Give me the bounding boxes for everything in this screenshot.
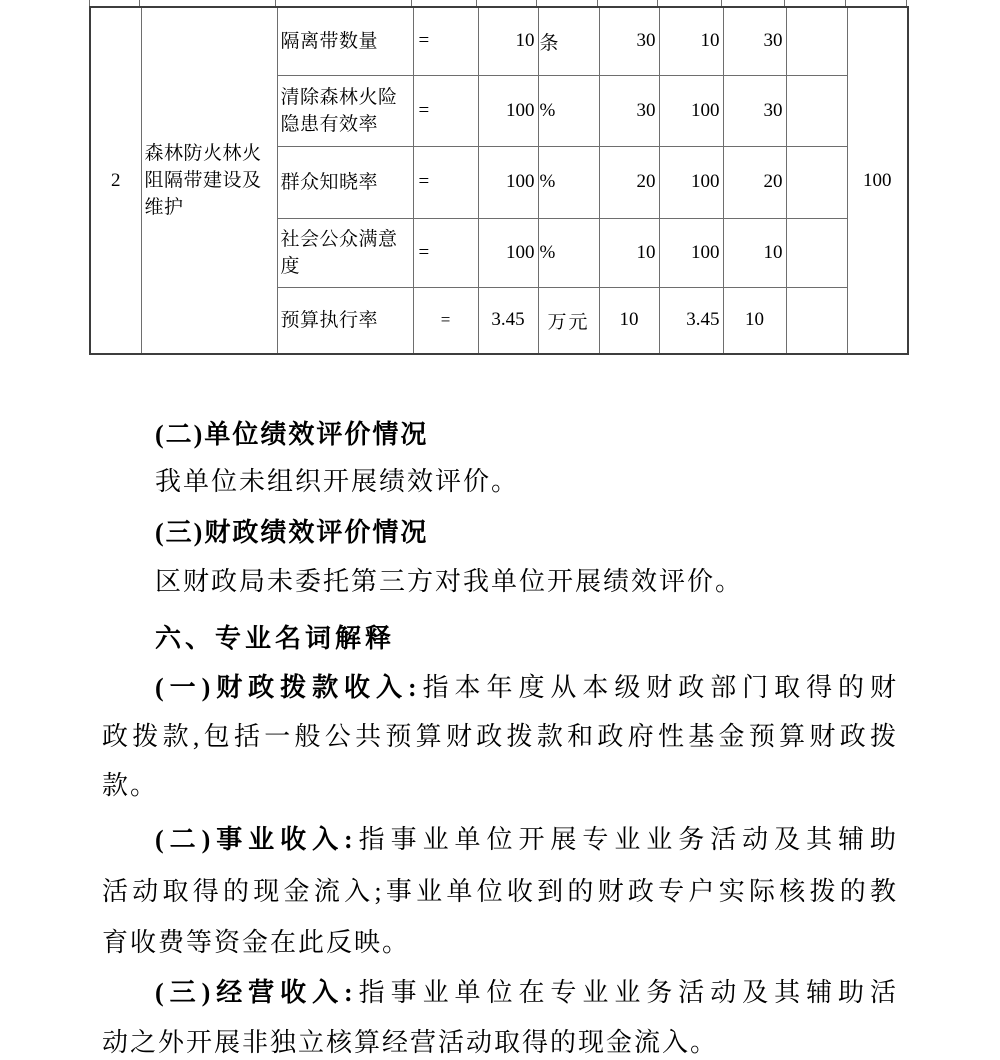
term3-line2: 动之外开展非独立核算经营活动取得的现金流入。 xyxy=(102,1028,719,1057)
weight-cell: 20 xyxy=(599,146,659,218)
operator-cell: = xyxy=(413,75,478,146)
empty-cell xyxy=(786,146,847,218)
indicator-cell: 隔离带数量 xyxy=(277,7,413,75)
actual-value-cell: 10 xyxy=(659,7,723,75)
term2-text: 指事业单位开展专业业务活动及其辅助 xyxy=(354,825,898,854)
term3-title: (三)经营收入: xyxy=(155,978,355,1007)
weight-cell: 30 xyxy=(599,75,659,146)
section6-heading: 六、专业名词解释 xyxy=(155,623,396,653)
target-value-cell: 100 xyxy=(478,218,538,287)
term3-text: 指事业单位在专业业务活动及其辅助活 xyxy=(354,978,898,1007)
empty-cell xyxy=(786,75,847,146)
actual-value-cell: 100 xyxy=(659,75,723,146)
term1-line1 xyxy=(102,668,898,710)
score-cell: 10 xyxy=(723,287,786,354)
indicator-cell: 清除森林火险隐患有效率 xyxy=(277,75,413,146)
weight-cell: 30 xyxy=(599,7,659,75)
actual-value-cell: 100 xyxy=(659,146,723,218)
target-value-cell: 100 xyxy=(478,146,538,218)
project-name-cell: 森林防火林火阻隔带建设及维护 xyxy=(141,7,277,354)
empty-cell xyxy=(786,7,847,75)
unit-cell: % xyxy=(538,146,599,218)
empty-cell xyxy=(786,287,847,354)
actual-value-cell: 100 xyxy=(659,218,723,287)
section3-heading: (三)财政绩效评价情况 xyxy=(155,518,429,547)
target-value-cell: 3.45 xyxy=(478,287,538,354)
term1-title: (一)财政拨款收入: xyxy=(155,673,419,702)
unit-cell: % xyxy=(538,218,599,287)
performance-indicator-table xyxy=(89,6,909,355)
table-row xyxy=(90,7,908,75)
unit-cell: 条 xyxy=(538,7,599,75)
operator-cell: = xyxy=(413,218,478,287)
indicator-cell: 群众知晓率 xyxy=(277,146,413,218)
term2-line3: 育收费等资金在此反映。 xyxy=(102,928,411,957)
unit-cell: % xyxy=(538,75,599,146)
section3-text: 区财政局未委托第三方对我单位开展绩效评价。 xyxy=(155,567,744,596)
score-cell: 20 xyxy=(723,146,786,218)
term1-text: 指本年度从本级财政部门取得的财 xyxy=(418,673,898,702)
actual-value-cell: 3.45 xyxy=(659,287,723,354)
term2-line2: 活动取得的现金流入;事业单位收到的财政专户实际核拨的教 xyxy=(102,877,898,906)
row-number-cell: 2 xyxy=(90,7,141,354)
total-score-cell: 100 xyxy=(847,7,908,354)
score-cell: 10 xyxy=(723,218,786,287)
operator-cell: = xyxy=(413,287,478,354)
target-value-cell: 10 xyxy=(478,7,538,75)
term2-line1 xyxy=(102,820,898,862)
term2-title: (二)事业收入: xyxy=(155,825,355,854)
term3-line1 xyxy=(102,973,898,1015)
indicator-cell: 社会公众满意度 xyxy=(277,218,413,287)
score-cell: 30 xyxy=(723,75,786,146)
indicator-cell: 预算执行率 xyxy=(277,287,413,354)
term1-line2: 政拨款,包括一般公共预算财政拨款和政府性基金预算财政拨 xyxy=(102,722,898,751)
section2-text: 我单位未组织开展绩效评价。 xyxy=(155,467,520,496)
operator-cell: = xyxy=(413,7,478,75)
term1-line3: 款。 xyxy=(102,771,159,800)
target-value-cell: 100 xyxy=(478,75,538,146)
operator-cell: = xyxy=(413,146,478,218)
unit-cell: 万元 xyxy=(538,287,599,354)
section2-heading: (二)单位绩效评价情况 xyxy=(155,420,429,449)
score-cell: 30 xyxy=(723,7,786,75)
weight-cell: 10 xyxy=(599,287,659,354)
empty-cell xyxy=(786,218,847,287)
weight-cell: 10 xyxy=(599,218,659,287)
